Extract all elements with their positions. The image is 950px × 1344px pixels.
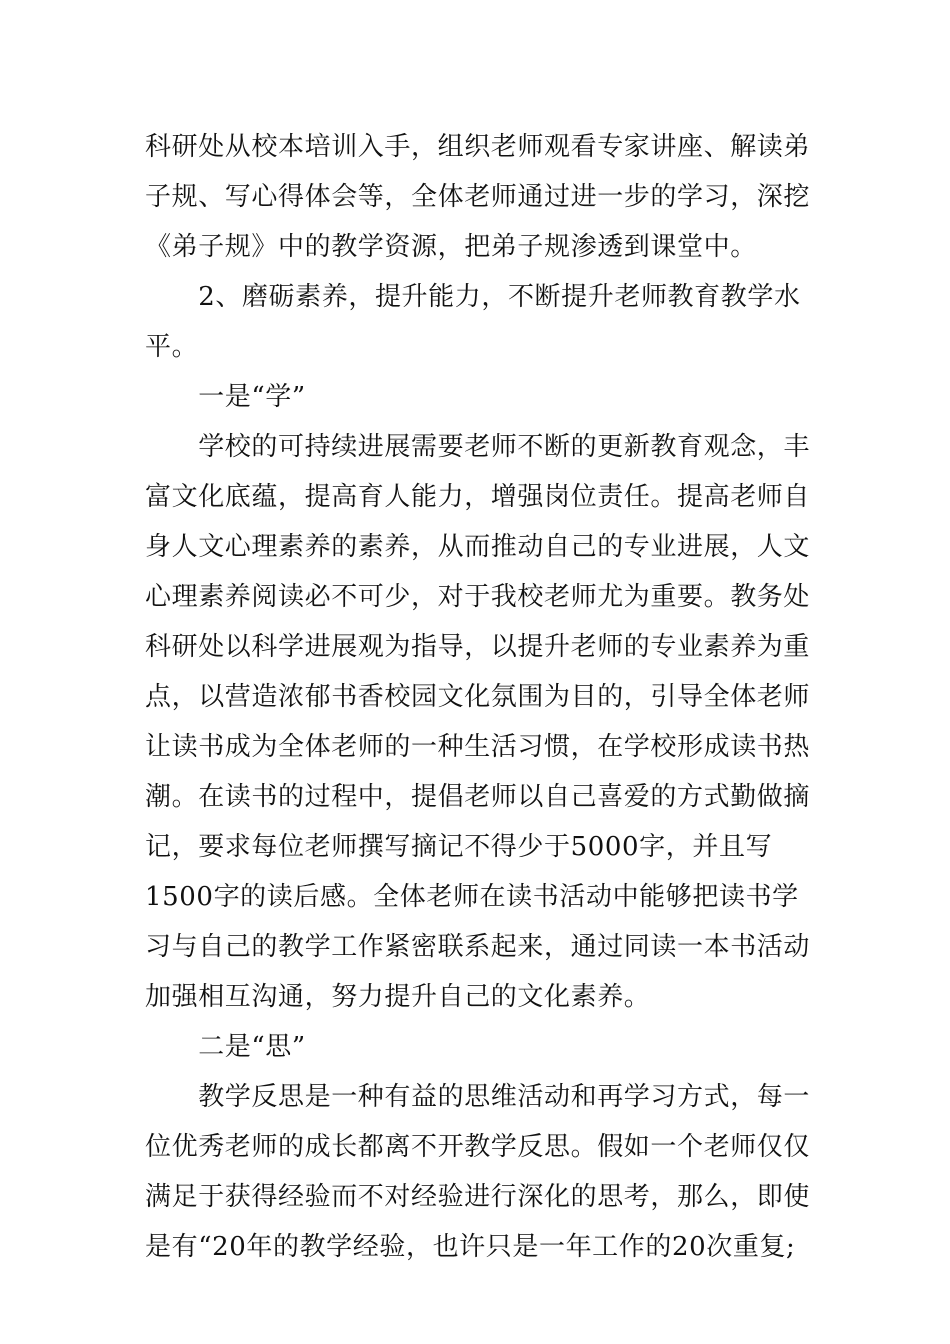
document-body <box>145 122 810 1272</box>
paragraph-learning-content: 学校的可持续进展需要老师不断的更新教育观念，丰富文化底蕴，提高育人能力，增强岗位责任。提高老师自身人文心理素养的素养，从而推动自己的专业进展，人文心理素养阅读必不可少，对于我校老师尤为重要。教务处科研处以科学进展观为指导，以提升老师的专业素养为重点，以营造浓郁书香校园文化氛围为目的，引导全体老师让读书成为全体老师的一种生活习惯，在学校形成读书热潮。在读书的过程中，提倡老师以自己喜爱的方式勤做摘记，要求每位老师撰写摘记不得少于5000字，并且写1500字的读后感。全体老师在读书活动中能够把读书学习与自己的教学工作紧密联系起来，通过同读一本书活动加强相互沟通，努力提升自己的文化素养。 <box>145 432 811 1012</box>
paragraph-reflection-content: 教学反思是一种有益的思维活动和再学习方式，每一位优秀老师的成长都离不开教学反思。假如一个老师仅仅满足于获得经验而不对经验进行深化的思考，那么，即使是有“20年的教学经验，也许只是一年工作的20次重复; <box>145 1082 811 1262</box>
paragraph-section-2-heading: 2、磨砺素养，提升能力，不断提升老师教育教学水平。 <box>145 282 801 362</box>
paragraph-school-training: 科研处从校本培训入手，组织老师观看专家讲座、解读弟子规、写心得体会等，全体老师通过进一步的学习，深挖《弟子规》中的教学资源，把弟子规渗透到课堂中。 <box>145 132 811 262</box>
paragraph-think-heading: 二是“思” <box>145 1032 306 1062</box>
paragraph-learn-heading: 一是“学” <box>145 382 306 412</box>
